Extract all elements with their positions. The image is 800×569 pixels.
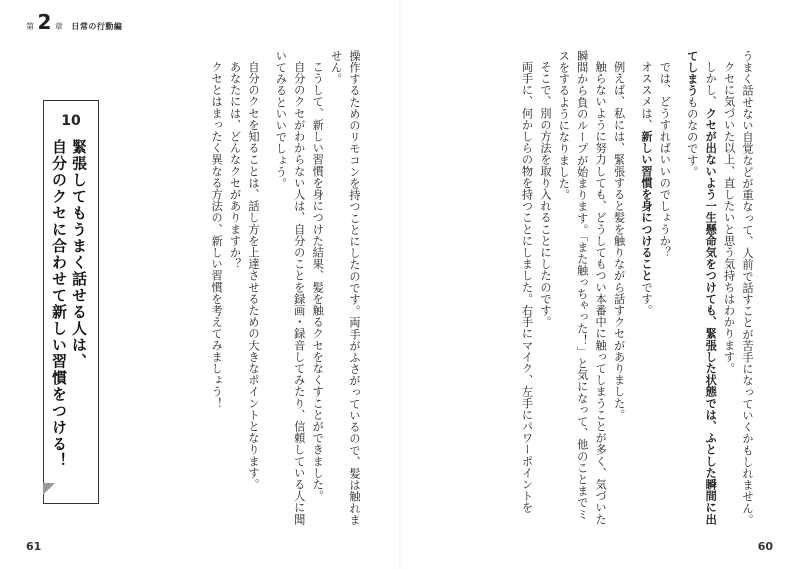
- chapter-suffix: 章: [54, 22, 64, 31]
- chapter-header: [26, 12, 122, 32]
- chapter-title: 日常の行動編: [71, 22, 123, 31]
- paragraph: 両手に、何かしらの物を持つことにしました。右手にマイク、左手にパワーポイントを: [520, 61, 534, 514]
- paragraph-gap: [628, 50, 637, 528]
- paragraph: クセに気づいた以上、直したいと思う気持ちはわかります。: [722, 61, 736, 375]
- paragraph: 例えば、私には、緊張すると髪を触りながら話すクセがありました。: [612, 61, 626, 421]
- paragraph: クセとはまったく異なる方法の、新しい習慣を考えてみましょう！: [210, 61, 224, 410]
- paragraph: 自分のクセを知ることは、話し方を上達させるための大きなポイントとなります。: [246, 61, 260, 491]
- paragraph: 触らないように努力しても、どうしてもつい本番中に触ってしまうことが多く、気づいた瞬間から負のループが始まります。「また触っちゃった！」と気になって、他のことまでミスをするようになりました。: [557, 50, 608, 526]
- page-fold-icon: [43, 483, 55, 495]
- left-page-body: [207, 50, 363, 528]
- paragraph: こうして、新しい習慣を身につけた結果、髪を触るクセをなくすことができました。: [311, 61, 325, 502]
- section-title: [49, 139, 89, 469]
- paragraph: うまく話せない自覚などが重なって、人前で話すことが苦手になっていくかもしれません。: [741, 50, 754, 526]
- text-run: オススメは、: [639, 61, 653, 131]
- paragraph: 自分のクセがわからない人は、自分のことを録画・録音してみたり、信頼している人に聞いてみるといいでしょう。: [274, 50, 306, 526]
- paragraph: そこで、別の方法を取り入れることにしたのです。: [538, 61, 552, 328]
- page-number-left: 61: [26, 540, 42, 553]
- text-run: ものなのです。: [685, 96, 699, 178]
- section-number: 10: [61, 113, 81, 129]
- emphasis-text: 新しい習慣を身につけること: [639, 130, 653, 282]
- paragraph: [637, 50, 655, 528]
- page-gutter: [399, 0, 401, 569]
- paragraph: [682, 50, 719, 528]
- text-run: です。: [639, 281, 653, 317]
- section-title-line-1: 緊張してもうまく話せる人は、: [70, 139, 88, 370]
- paragraph: 操作するためのリモコンを持つことにしたのです。両手がふさがっているので、髪は触れません。: [329, 50, 361, 526]
- paragraph: では、どうすればいいのでしょうか？: [658, 61, 672, 259]
- chapter-prefix: 第: [26, 22, 35, 31]
- paragraph-gap: [673, 50, 682, 528]
- section-title-line-2: 自分のクセに合わせて新しい習慣をつける！: [50, 139, 68, 469]
- paragraph-gap: [262, 50, 271, 528]
- page-number-right: 60: [757, 540, 773, 553]
- right-page-body: [517, 50, 756, 528]
- text-run: しかし、: [704, 61, 718, 108]
- paragraph: あなたには、どんなクセがありますか？: [228, 61, 242, 270]
- section-title-box: [43, 100, 99, 504]
- emphasis-text: クセが出ないよう一生懸命気をつけても、緊張した状態では、ふとした瞬間に出てしまう: [685, 50, 718, 526]
- chapter-number: 2: [37, 10, 52, 34]
